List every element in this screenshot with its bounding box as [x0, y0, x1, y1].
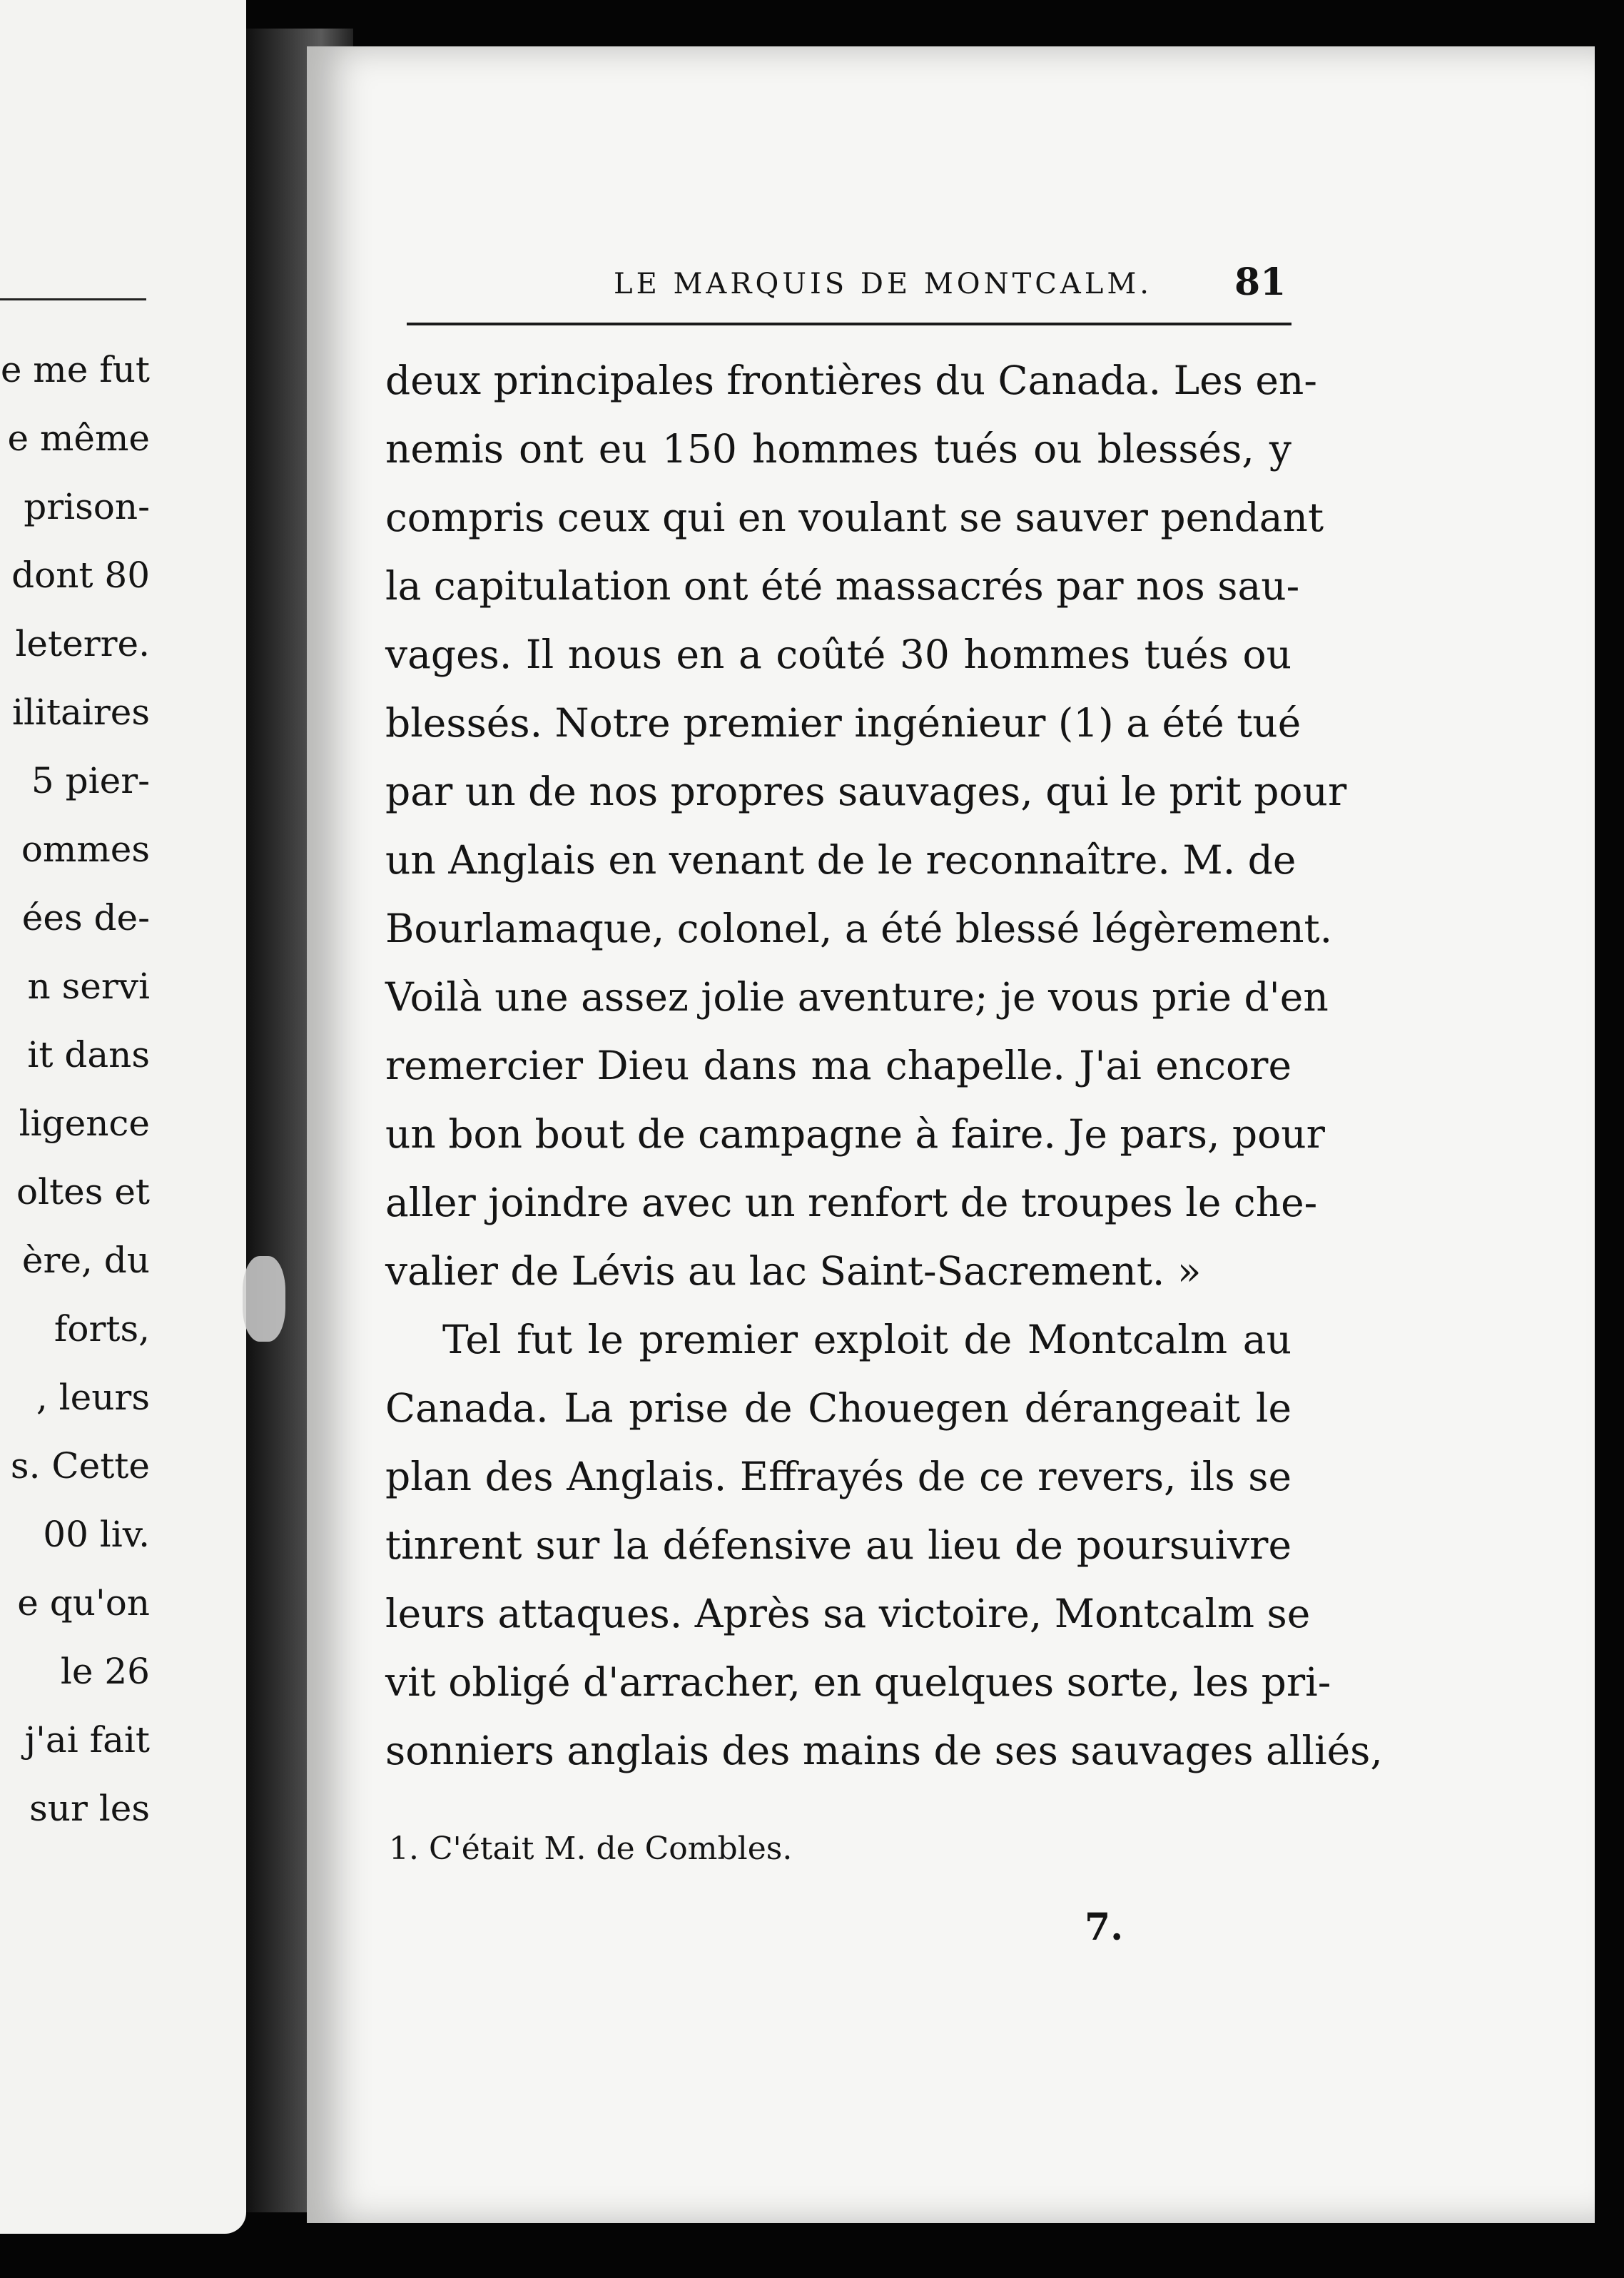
- page-number: 81: [1234, 260, 1286, 304]
- right-page: [307, 46, 1595, 2223]
- text-line: aller joindre avec un renfort de troupes le che-: [385, 1180, 1318, 1225]
- text-line: vages. Il nous en a coûté 30 hommes tués ou: [385, 632, 1291, 677]
- left-text-line: dont 80: [11, 555, 150, 596]
- text-line: deux principales frontières du Canada. Les en-: [385, 358, 1317, 403]
- text-line: vit obligé d'arracher, en quelques sorte, les pri-: [385, 1659, 1331, 1705]
- gutter-stain: [243, 1256, 285, 1342]
- left-header-rule: [0, 298, 146, 300]
- left-text-line: ligence: [19, 1103, 150, 1144]
- text-line: tinrent sur la défensive au lieu de poursuivre: [385, 1522, 1291, 1568]
- left-text-line: leterre.: [15, 623, 150, 664]
- text-line: Voilà une assez jolie aventure; je vous prie d'en: [385, 974, 1329, 1020]
- text-line: Canada. La prise de Chouegen dérangeait le: [385, 1385, 1291, 1431]
- left-page: [0, 0, 246, 2234]
- left-text-line: le 26: [60, 1651, 150, 1692]
- text-line: par un de nos propres sauvages, qui le prit pour: [385, 769, 1347, 814]
- text-line: sonniers anglais des mains de ses sauvages alliés,: [385, 1728, 1383, 1773]
- footnote: 1. C'était M. de Combles.: [389, 1831, 793, 1867]
- text-line: plan des Anglais. Effrayés de ce revers, ils se: [385, 1454, 1291, 1499]
- left-text-line: forts,: [54, 1308, 150, 1350]
- left-page-text: [1, 335, 150, 1843]
- text-line: valier de Lévis au lac Saint-Sacrement. »: [385, 1248, 1202, 1294]
- text-line: blessés. Notre premier ingénieur (1) a été tué: [385, 700, 1301, 746]
- body-text: [385, 346, 1383, 1785]
- left-text-line: prison-: [24, 486, 150, 527]
- text-line: leurs attaques. Après sa victoire, Montcalm se: [385, 1591, 1311, 1636]
- left-text-line: n servi: [27, 966, 150, 1007]
- text-line: remercier Dieu dans ma chapelle. J'ai encore: [385, 1043, 1291, 1088]
- left-text-line: e même: [7, 417, 150, 459]
- text-line: Tel fut le premier exploit de Montcalm au: [442, 1317, 1291, 1362]
- left-text-line: e me fut: [0, 349, 150, 390]
- left-text-line: 00 liv.: [43, 1514, 150, 1555]
- text-line: Bourlamaque, colonel, a été blessé légèrement.: [385, 906, 1333, 951]
- text-line: un bon bout de campagne à faire. Je pars, pour: [385, 1111, 1325, 1157]
- left-text-line: , leurs: [36, 1377, 150, 1418]
- left-text-line: ées de-: [21, 897, 150, 938]
- text-line: compris ceux qui en voulant se sauver pendant: [385, 495, 1324, 540]
- left-text-line: ère, du: [21, 1240, 150, 1281]
- left-text-line: oltes et: [16, 1171, 150, 1213]
- left-text-line: s. Cette: [10, 1445, 150, 1487]
- running-head: LE MARQUIS DE MONTCALM.: [614, 268, 1152, 300]
- left-text-line: sur les: [29, 1788, 150, 1829]
- text-line: nemis ont eu 150 hommes tués ou blessés, y: [385, 426, 1291, 472]
- left-text-line: ilitaires: [11, 692, 150, 733]
- text-line: un Anglais en venant de le reconnaître. M. de: [385, 837, 1296, 883]
- left-text-line: j'ai fait: [24, 1719, 150, 1761]
- text-line: la capitulation ont été massacrés par nos sau-: [385, 563, 1300, 609]
- left-text-line: it dans: [27, 1034, 150, 1075]
- left-text-line: e qu'on: [17, 1582, 150, 1624]
- left-text-line: 5 pier-: [31, 760, 150, 801]
- left-text-line: ommes: [21, 829, 150, 870]
- signature-mark: 7.: [1085, 1905, 1124, 1949]
- header-rule: [407, 323, 1291, 325]
